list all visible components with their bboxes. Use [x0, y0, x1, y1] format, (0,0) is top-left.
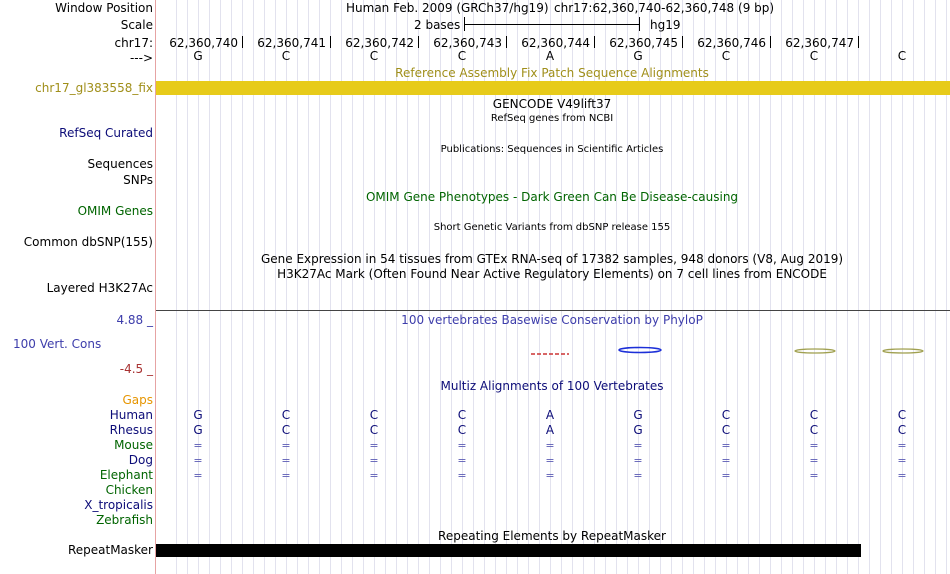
- conservation-max-label: 4.88 _: [116, 313, 153, 327]
- alignment-base: C: [721, 408, 731, 422]
- alignment-base: C: [897, 408, 907, 422]
- refseq-label[interactable]: RefSeq Curated: [59, 126, 153, 140]
- alignment-base: G: [193, 408, 203, 422]
- ruler-base: C: [897, 49, 907, 63]
- alignment-match: =: [545, 454, 555, 467]
- dbsnp-subtitle[interactable]: Short Genetic Variants from dbSNP release 155: [433, 222, 671, 233]
- ruler-position-label: 62,360,744: [521, 36, 590, 50]
- alignment-match: =: [457, 469, 467, 482]
- ruler-position-label: 62,360,747: [785, 36, 854, 50]
- alignment-match: =: [457, 439, 467, 452]
- species-label[interactable]: Chicken: [105, 483, 153, 497]
- ruler-position-label: 62,360,741: [257, 36, 326, 50]
- ruler-position-label: 62,360,746: [697, 36, 766, 50]
- repeatmasker-label[interactable]: RepeatMasker: [67, 543, 153, 557]
- species-label[interactable]: Human: [109, 408, 153, 422]
- alignment-base: C: [809, 423, 819, 437]
- window-position-coords[interactable]: chr17:62,360,740-62,360,748 (9 bp): [554, 1, 775, 15]
- alignment-match: =: [281, 454, 291, 467]
- window-position-assembly: Human Feb. 2009 (GRCh37/hg19): [346, 1, 549, 15]
- alignment-match: =: [721, 439, 731, 452]
- ruler-base: G: [193, 49, 203, 63]
- alignment-match: =: [633, 439, 643, 452]
- ruler-base: C: [457, 49, 467, 63]
- alignment-base: C: [457, 423, 467, 437]
- alignment-match: =: [369, 454, 379, 467]
- refseq-subtitle[interactable]: RefSeq genes from NCBI: [490, 113, 614, 124]
- alignment-match: =: [897, 454, 907, 467]
- alignment-base: C: [457, 408, 467, 422]
- fix-patch-label[interactable]: chr17_gl383558_fix: [35, 81, 153, 95]
- ruler-base: C: [281, 49, 291, 63]
- ruler-base: A: [545, 49, 555, 63]
- gaps-label[interactable]: Gaps: [122, 393, 153, 407]
- alignment-match: =: [281, 439, 291, 452]
- ruler-base: C: [809, 49, 819, 63]
- alignment-match: =: [633, 454, 643, 467]
- species-label[interactable]: Rhesus: [109, 423, 153, 437]
- ruler-position-label: 62,360,745: [609, 36, 678, 50]
- alignment-match: =: [809, 454, 819, 467]
- ruler-base: C: [369, 49, 379, 63]
- alignment-match: =: [897, 439, 907, 452]
- alignment-match: =: [281, 469, 291, 482]
- h3k27ac-title[interactable]: H3K27Ac Mark (Often Found Near Active Regulatory Elements) on 7 cell lines from ENCODE: [277, 267, 827, 281]
- species-label[interactable]: Zebrafish: [96, 513, 153, 527]
- alignment-match: =: [897, 469, 907, 482]
- alignment-base: C: [809, 408, 819, 422]
- sequences-label[interactable]: Sequences: [87, 157, 153, 171]
- scale-label: Scale: [120, 18, 153, 32]
- strand-label: --->: [129, 51, 153, 65]
- species-label[interactable]: X_tropicalis: [84, 498, 153, 512]
- alignment-match: =: [369, 469, 379, 482]
- species-label[interactable]: Dog: [128, 453, 153, 467]
- alignment-match: =: [633, 469, 643, 482]
- snps-label[interactable]: SNPs: [123, 173, 153, 187]
- alignment-match: =: [809, 439, 819, 452]
- omim-title[interactable]: OMIM Gene Phenotypes - Dark Green Can Be Disease-causing: [365, 190, 739, 204]
- repeatmasker-bar[interactable]: [156, 544, 861, 557]
- alignment-match: =: [721, 454, 731, 467]
- conservation-min-label: -4.5 _: [119, 362, 153, 376]
- alignment-base: G: [633, 423, 643, 437]
- alignment-match: =: [545, 439, 555, 452]
- alignment-base: C: [721, 423, 731, 437]
- h3k27ac-label[interactable]: Layered H3K27Ac: [46, 281, 153, 295]
- chrom-label: chr17:: [114, 36, 153, 50]
- alignment-base: A: [545, 423, 555, 437]
- ruler-position-label: 62,360,743: [433, 36, 502, 50]
- alignment-match: =: [721, 469, 731, 482]
- dbsnp-label[interactable]: Common dbSNP(155): [23, 235, 153, 249]
- species-label[interactable]: Elephant: [99, 468, 153, 482]
- alignment-match: =: [193, 469, 203, 482]
- repeatmasker-title[interactable]: Repeating Elements by RepeatMasker: [438, 529, 666, 543]
- alignment-match: =: [809, 469, 819, 482]
- alignment-base: G: [633, 408, 643, 422]
- alignment-base: G: [193, 423, 203, 437]
- scale-assembly: hg19: [650, 18, 681, 32]
- ruler-base: C: [721, 49, 731, 63]
- alignment-base: C: [369, 408, 379, 422]
- alignment-base: C: [369, 423, 379, 437]
- alignment-match: =: [545, 469, 555, 482]
- alignment-base: C: [281, 423, 291, 437]
- fix-patch-title[interactable]: Reference Assembly Fix Patch Sequence Alignments: [395, 66, 709, 80]
- alignment-base: C: [897, 423, 907, 437]
- gencode-title[interactable]: GENCODE V49lift37: [492, 97, 612, 111]
- ruler-base: G: [633, 49, 643, 63]
- publications-subtitle[interactable]: Publications: Sequences in Scientific Articles: [440, 144, 664, 155]
- alignment-match: =: [457, 454, 467, 467]
- alignment-base: C: [281, 408, 291, 422]
- gtex-title[interactable]: Gene Expression in 54 tissues from GTEx RNA-seq of 17382 samples, 948 donors (V8, Aug 2019): [260, 252, 844, 266]
- window-position-label: Window Position: [55, 1, 153, 15]
- omim-label[interactable]: OMIM Genes: [77, 204, 153, 218]
- alignment-base: A: [545, 408, 555, 422]
- alignment-match: =: [369, 439, 379, 452]
- ruler-position-label: 62,360,740: [169, 36, 238, 50]
- species-label[interactable]: Mouse: [114, 438, 153, 452]
- alignment-match: =: [193, 454, 203, 467]
- ruler-position-label: 62,360,742: [345, 36, 414, 50]
- alignment-match: =: [193, 439, 203, 452]
- multiz-title[interactable]: Multiz Alignments of 100 Vertebrates: [440, 379, 664, 393]
- scale-bases: 2 bases: [414, 18, 461, 32]
- conservation-label[interactable]: 100 Vert. Cons: [13, 337, 102, 351]
- conservation-title[interactable]: 100 vertebrates Basewise Conservation by PhyloP: [401, 313, 703, 327]
